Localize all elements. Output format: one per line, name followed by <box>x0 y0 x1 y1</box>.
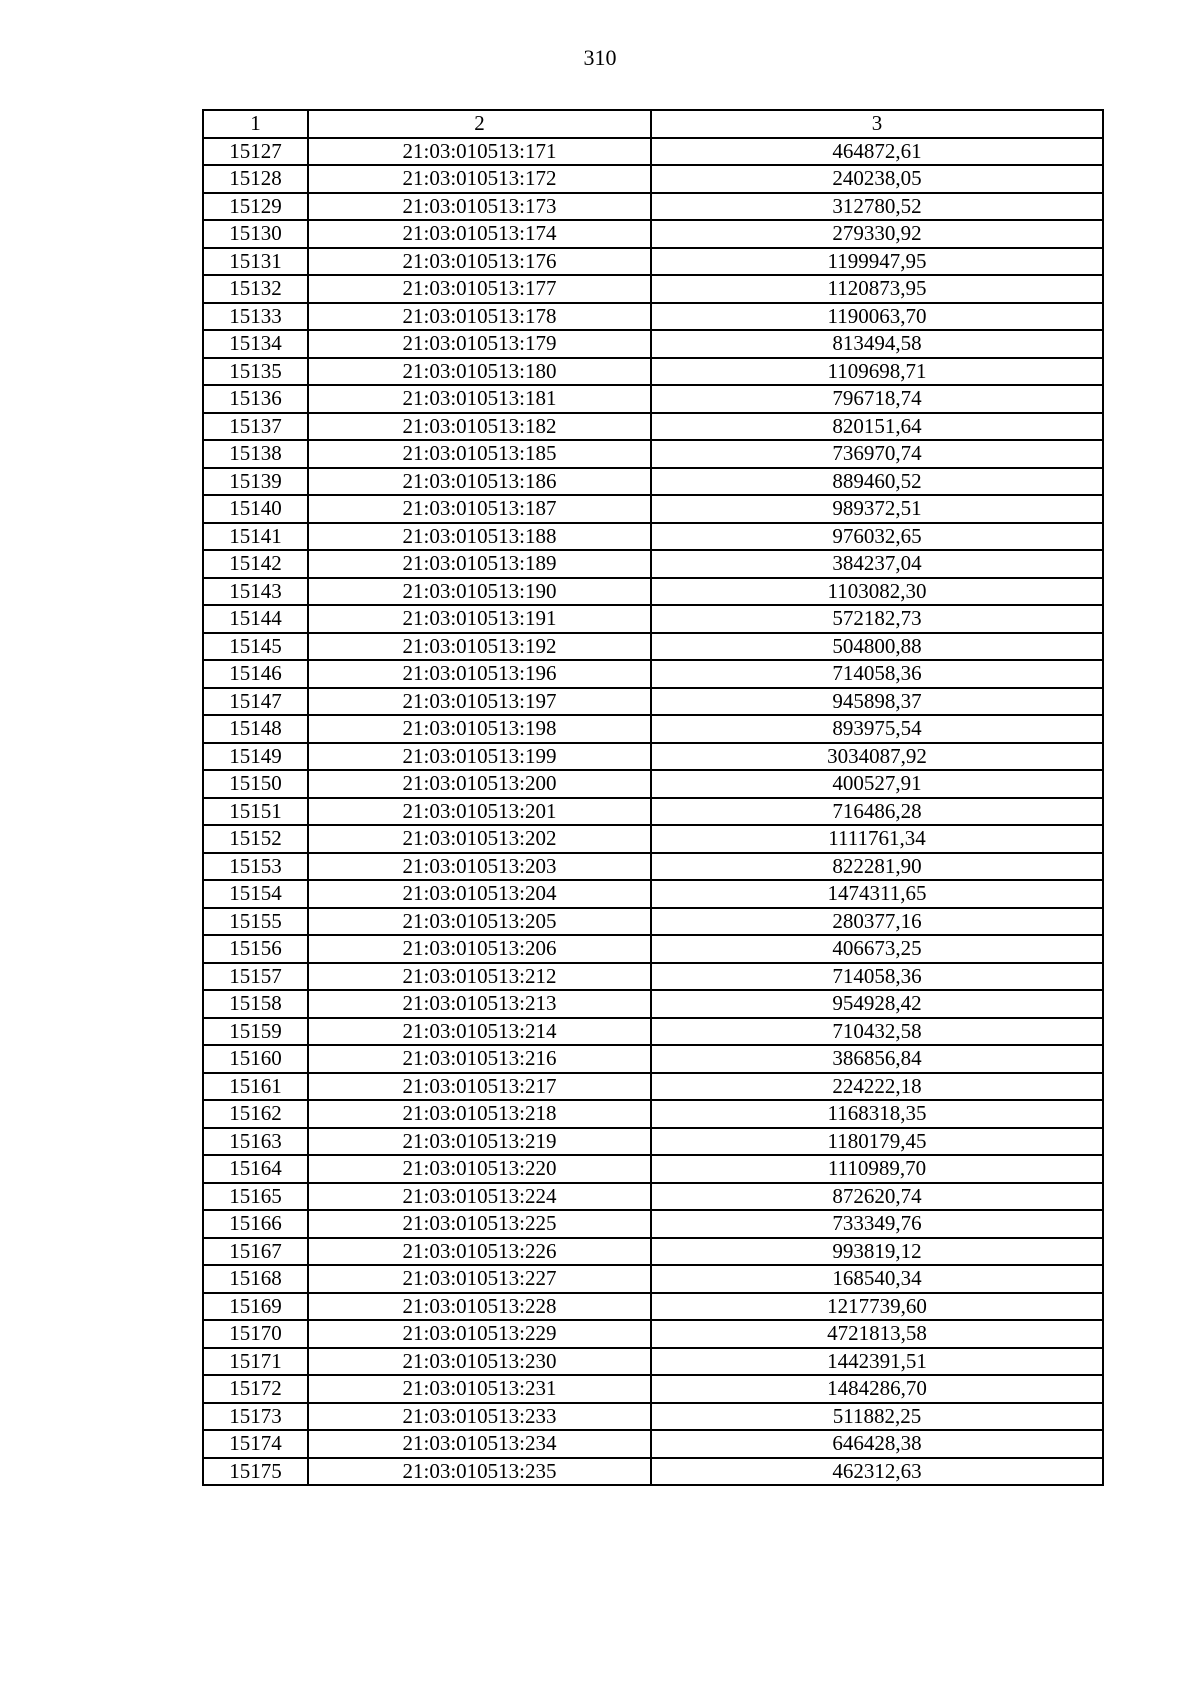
table-row <box>203 358 1103 386</box>
row-number-cell: 15152 <box>203 825 308 853</box>
value-cell: 893975,54 <box>651 715 1103 743</box>
table-row <box>203 908 1103 936</box>
cadastral-number-cell: 21:03:010513:220 <box>308 1155 651 1183</box>
cadastral-number-cell: 21:03:010513:212 <box>308 963 651 991</box>
value-cell: 993819,12 <box>651 1238 1103 1266</box>
row-number-cell: 15160 <box>203 1045 308 1073</box>
cadastral-number-cell: 21:03:010513:189 <box>308 550 651 578</box>
table-row <box>203 275 1103 303</box>
value-cell: 1168318,35 <box>651 1100 1103 1128</box>
row-number-cell: 15143 <box>203 578 308 606</box>
cadastral-number-cell: 21:03:010513:172 <box>308 165 651 193</box>
cadastral-number-cell: 21:03:010513:181 <box>308 385 651 413</box>
table-row <box>203 1348 1103 1376</box>
table-row <box>203 495 1103 523</box>
value-cell: 1110989,70 <box>651 1155 1103 1183</box>
row-number-cell: 15134 <box>203 330 308 358</box>
value-cell: 386856,84 <box>651 1045 1103 1073</box>
row-number-cell: 15148 <box>203 715 308 743</box>
table-row <box>203 880 1103 908</box>
table-row <box>203 413 1103 441</box>
cadastral-number-cell: 21:03:010513:197 <box>308 688 651 716</box>
cadastral-number-cell: 21:03:010513:182 <box>308 413 651 441</box>
value-cell: 1217739,60 <box>651 1293 1103 1321</box>
row-number-cell: 15172 <box>203 1375 308 1403</box>
table-row <box>203 660 1103 688</box>
value-cell: 822281,90 <box>651 853 1103 881</box>
row-number-cell: 15146 <box>203 660 308 688</box>
row-number-cell: 15135 <box>203 358 308 386</box>
value-cell: 733349,76 <box>651 1210 1103 1238</box>
row-number-cell: 15136 <box>203 385 308 413</box>
value-cell: 462312,63 <box>651 1458 1103 1486</box>
cadastral-number-cell: 21:03:010513:226 <box>308 1238 651 1266</box>
value-cell: 400527,91 <box>651 770 1103 798</box>
value-cell: 1474311,65 <box>651 880 1103 908</box>
row-number-cell: 15164 <box>203 1155 308 1183</box>
cadastral-number-cell: 21:03:010513:174 <box>308 220 651 248</box>
table-row <box>203 1155 1103 1183</box>
cadastral-number-cell: 21:03:010513:228 <box>308 1293 651 1321</box>
row-number-cell: 15165 <box>203 1183 308 1211</box>
row-number-cell: 15140 <box>203 495 308 523</box>
cadastral-number-cell: 21:03:010513:196 <box>308 660 651 688</box>
value-cell: 1109698,71 <box>651 358 1103 386</box>
table-row <box>203 1210 1103 1238</box>
cadastral-number-cell: 21:03:010513:180 <box>308 358 651 386</box>
table-body <box>203 138 1103 1486</box>
table-row <box>203 825 1103 853</box>
row-number-cell: 15144 <box>203 605 308 633</box>
row-number-cell: 15138 <box>203 440 308 468</box>
row-number-cell: 15175 <box>203 1458 308 1486</box>
row-number-cell: 15167 <box>203 1238 308 1266</box>
row-number-cell: 15127 <box>203 138 308 166</box>
row-number-cell: 15170 <box>203 1320 308 1348</box>
table-header <box>203 110 1103 138</box>
value-cell: 889460,52 <box>651 468 1103 496</box>
cadastral-number-cell: 21:03:010513:225 <box>308 1210 651 1238</box>
value-cell: 1442391,51 <box>651 1348 1103 1376</box>
row-number-cell: 15139 <box>203 468 308 496</box>
value-cell: 1180179,45 <box>651 1128 1103 1156</box>
cadastral-number-cell: 21:03:010513:229 <box>308 1320 651 1348</box>
cadastral-number-cell: 21:03:010513:171 <box>308 138 651 166</box>
value-cell: 504800,88 <box>651 633 1103 661</box>
cadastral-number-cell: 21:03:010513:173 <box>308 193 651 221</box>
cadastral-number-cell: 21:03:010513:206 <box>308 935 651 963</box>
row-number-cell: 15130 <box>203 220 308 248</box>
value-cell: 1484286,70 <box>651 1375 1103 1403</box>
row-number-cell: 15137 <box>203 413 308 441</box>
cadastral-number-cell: 21:03:010513:233 <box>308 1403 651 1431</box>
row-number-cell: 15159 <box>203 1018 308 1046</box>
table-row <box>203 550 1103 578</box>
row-number-cell: 15174 <box>203 1430 308 1458</box>
table-row <box>203 688 1103 716</box>
value-cell: 572182,73 <box>651 605 1103 633</box>
table-row <box>203 743 1103 771</box>
row-number-cell: 15149 <box>203 743 308 771</box>
value-cell: 945898,37 <box>651 688 1103 716</box>
header-col-1: 1 <box>203 110 308 138</box>
registry-table <box>202 109 1104 1486</box>
table-row <box>203 385 1103 413</box>
header-row <box>203 110 1103 138</box>
row-number-cell: 15171 <box>203 1348 308 1376</box>
cadastral-number-cell: 21:03:010513:227 <box>308 1265 651 1293</box>
row-number-cell: 15163 <box>203 1128 308 1156</box>
value-cell: 168540,34 <box>651 1265 1103 1293</box>
value-cell: 464872,61 <box>651 138 1103 166</box>
value-cell: 280377,16 <box>651 908 1103 936</box>
row-number-cell: 15141 <box>203 523 308 551</box>
table-row <box>203 578 1103 606</box>
table-row <box>203 1293 1103 1321</box>
row-number-cell: 15173 <box>203 1403 308 1431</box>
cadastral-number-cell: 21:03:010513:178 <box>308 303 651 331</box>
value-cell: 384237,04 <box>651 550 1103 578</box>
table-row <box>203 1375 1103 1403</box>
page-number: 310 <box>583 45 617 70</box>
table-row <box>203 1403 1103 1431</box>
value-cell: 279330,92 <box>651 220 1103 248</box>
table-row <box>203 468 1103 496</box>
value-cell: 4721813,58 <box>651 1320 1103 1348</box>
row-number-cell: 15151 <box>203 798 308 826</box>
table-row <box>203 523 1103 551</box>
cadastral-number-cell: 21:03:010513:177 <box>308 275 651 303</box>
value-cell: 1199947,95 <box>651 248 1103 276</box>
value-cell: 710432,58 <box>651 1018 1103 1046</box>
table-row <box>203 715 1103 743</box>
table-row <box>203 1320 1103 1348</box>
row-number-cell: 15156 <box>203 935 308 963</box>
cadastral-number-cell: 21:03:010513:214 <box>308 1018 651 1046</box>
cadastral-number-cell: 21:03:010513:216 <box>308 1045 651 1073</box>
table-row <box>203 1128 1103 1156</box>
table-row <box>203 193 1103 221</box>
header-col-2: 2 <box>308 110 651 138</box>
value-cell: 1103082,30 <box>651 578 1103 606</box>
row-number-cell: 15132 <box>203 275 308 303</box>
table-row <box>203 1430 1103 1458</box>
row-number-cell: 15142 <box>203 550 308 578</box>
cadastral-number-cell: 21:03:010513:203 <box>308 853 651 881</box>
value-cell: 240238,05 <box>651 165 1103 193</box>
table-row <box>203 1018 1103 1046</box>
value-cell: 989372,51 <box>651 495 1103 523</box>
cadastral-number-cell: 21:03:010513:202 <box>308 825 651 853</box>
cadastral-number-cell: 21:03:010513:186 <box>308 468 651 496</box>
table-row <box>203 303 1103 331</box>
row-number-cell: 15131 <box>203 248 308 276</box>
table-row <box>203 770 1103 798</box>
cadastral-number-cell: 21:03:010513:188 <box>308 523 651 551</box>
row-number-cell: 15150 <box>203 770 308 798</box>
cadastral-number-cell: 21:03:010513:192 <box>308 633 651 661</box>
value-cell: 716486,28 <box>651 798 1103 826</box>
table-row <box>203 220 1103 248</box>
cadastral-number-cell: 21:03:010513:187 <box>308 495 651 523</box>
table-row <box>203 963 1103 991</box>
row-number-cell: 15158 <box>203 990 308 1018</box>
cadastral-number-cell: 21:03:010513:204 <box>308 880 651 908</box>
cadastral-number-cell: 21:03:010513:231 <box>308 1375 651 1403</box>
cadastral-number-cell: 21:03:010513:190 <box>308 578 651 606</box>
value-cell: 714058,36 <box>651 963 1103 991</box>
cadastral-number-cell: 21:03:010513:234 <box>308 1430 651 1458</box>
cadastral-number-cell: 21:03:010513:230 <box>308 1348 651 1376</box>
table-row <box>203 248 1103 276</box>
value-cell: 1111761,34 <box>651 825 1103 853</box>
table-row <box>203 1073 1103 1101</box>
cadastral-number-cell: 21:03:010513:185 <box>308 440 651 468</box>
table-row <box>203 1100 1103 1128</box>
cadastral-number-cell: 21:03:010513:213 <box>308 990 651 1018</box>
row-number-cell: 15157 <box>203 963 308 991</box>
value-cell: 224222,18 <box>651 1073 1103 1101</box>
row-number-cell: 15162 <box>203 1100 308 1128</box>
value-cell: 976032,65 <box>651 523 1103 551</box>
cadastral-number-cell: 21:03:010513:218 <box>308 1100 651 1128</box>
cadastral-number-cell: 21:03:010513:217 <box>308 1073 651 1101</box>
row-number-cell: 15128 <box>203 165 308 193</box>
table-row <box>203 633 1103 661</box>
table-row <box>203 138 1103 166</box>
cadastral-number-cell: 21:03:010513:201 <box>308 798 651 826</box>
row-number-cell: 15161 <box>203 1073 308 1101</box>
row-number-cell: 15154 <box>203 880 308 908</box>
cadastral-number-cell: 21:03:010513:224 <box>308 1183 651 1211</box>
value-cell: 511882,25 <box>651 1403 1103 1431</box>
row-number-cell: 15155 <box>203 908 308 936</box>
table-row <box>203 440 1103 468</box>
row-number-cell: 15147 <box>203 688 308 716</box>
value-cell: 714058,36 <box>651 660 1103 688</box>
value-cell: 872620,74 <box>651 1183 1103 1211</box>
table-row <box>203 1238 1103 1266</box>
table-row <box>203 1183 1103 1211</box>
table-row <box>203 853 1103 881</box>
row-number-cell: 15168 <box>203 1265 308 1293</box>
value-cell: 406673,25 <box>651 935 1103 963</box>
row-number-cell: 15145 <box>203 633 308 661</box>
table-row <box>203 330 1103 358</box>
header-col-3: 3 <box>651 110 1103 138</box>
table-row <box>203 1045 1103 1073</box>
cadastral-number-cell: 21:03:010513:205 <box>308 908 651 936</box>
row-number-cell: 15129 <box>203 193 308 221</box>
value-cell: 796718,74 <box>651 385 1103 413</box>
value-cell: 736970,74 <box>651 440 1103 468</box>
row-number-cell: 15166 <box>203 1210 308 1238</box>
table-row <box>203 165 1103 193</box>
table-row <box>203 935 1103 963</box>
cadastral-number-cell: 21:03:010513:199 <box>308 743 651 771</box>
value-cell: 1120873,95 <box>651 275 1103 303</box>
row-number-cell: 15169 <box>203 1293 308 1321</box>
cadastral-number-cell: 21:03:010513:198 <box>308 715 651 743</box>
value-cell: 3034087,92 <box>651 743 1103 771</box>
value-cell: 646428,38 <box>651 1430 1103 1458</box>
cadastral-number-cell: 21:03:010513:179 <box>308 330 651 358</box>
value-cell: 813494,58 <box>651 330 1103 358</box>
value-cell: 312780,52 <box>651 193 1103 221</box>
table-row <box>203 798 1103 826</box>
row-number-cell: 15133 <box>203 303 308 331</box>
value-cell: 1190063,70 <box>651 303 1103 331</box>
table-row <box>203 1265 1103 1293</box>
row-number-cell: 15153 <box>203 853 308 881</box>
value-cell: 954928,42 <box>651 990 1103 1018</box>
cadastral-number-cell: 21:03:010513:200 <box>308 770 651 798</box>
table-row <box>203 1458 1103 1486</box>
table-row <box>203 605 1103 633</box>
value-cell: 820151,64 <box>651 413 1103 441</box>
cadastral-number-cell: 21:03:010513:176 <box>308 248 651 276</box>
cadastral-number-cell: 21:03:010513:219 <box>308 1128 651 1156</box>
cadastral-number-cell: 21:03:010513:235 <box>308 1458 651 1486</box>
cadastral-number-cell: 21:03:010513:191 <box>308 605 651 633</box>
table-row <box>203 990 1103 1018</box>
